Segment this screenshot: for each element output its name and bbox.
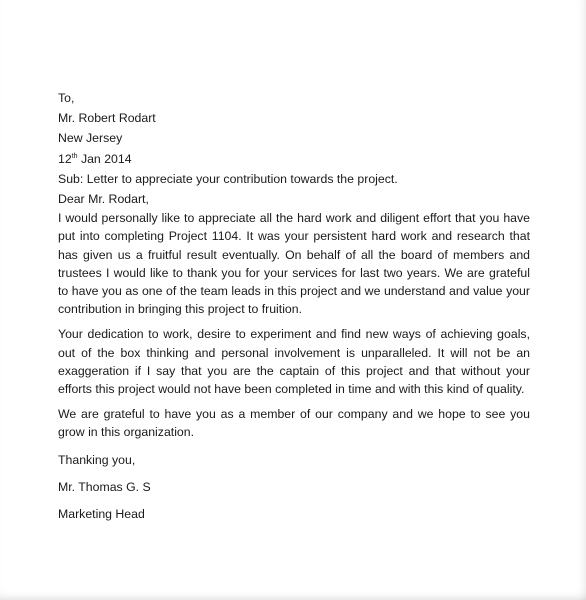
date-day: 12 [58, 151, 72, 166]
recipient-location: New Jersey [58, 131, 123, 146]
sender-title: Marketing Head [58, 507, 145, 522]
paragraph-gap [58, 398, 530, 405]
sender-name: Mr. Thomas G. S [58, 479, 151, 494]
paragraph-gap [58, 442, 530, 450]
signature-gap [58, 497, 530, 504]
salutation: Dear Mr. Rodart, [58, 192, 149, 207]
paragraph-appreciation: I would personally like to appreciate all the hard work and diligent effort that you have put into completing Project 1104. It was your persistent hard work and research that has given us a fruitful result eventually. On behalf of all the board of members and trustees I would like to thank you for your services for last two years. We are grateful to have you as one of the team leads in this project and we understand and value your contribution in bringing this project to fruition. [58, 211, 530, 317]
address-to: To, [58, 91, 75, 105]
paragraph-gratitude: We are grateful to have you as a member of our company and we hope to see you grow in this organization. [58, 407, 530, 440]
signature-gap [58, 470, 530, 477]
recipient-name: Mr. Robert Rodart [58, 111, 156, 126]
date-suffix: th [71, 152, 78, 160]
date-rest: Jan 2014 [77, 151, 132, 166]
subject-line: Sub: Letter to appreciate your contribution towards the project. [58, 171, 398, 186]
closing: Thanking you, [58, 452, 136, 467]
paragraph-gap [58, 318, 530, 325]
letter-body [58, 88, 530, 524]
paragraph-dedication: Your dedication to work, desire to experiment and find new ways of achieving goals, out of the box thinking and personal involvement is unparalleled. It will not be an exaggeration if I say that you are the captain of this project and that without your efforts this project would not have been completed in time and with this kind of quality. [58, 327, 530, 397]
letter-date [58, 149, 530, 169]
